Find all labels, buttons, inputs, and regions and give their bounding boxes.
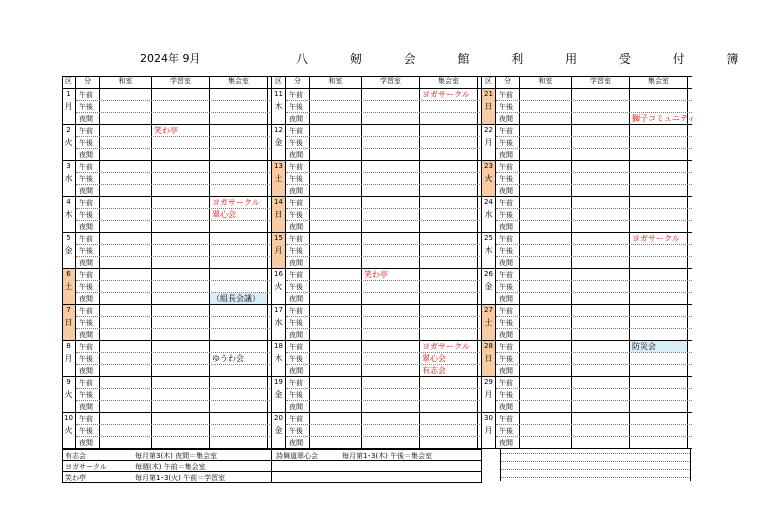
weekday-label: 金: [484, 282, 493, 291]
slot-label: 午後: [286, 281, 310, 293]
slot-label: 午後: [496, 389, 520, 401]
slot-label: 午前: [76, 89, 100, 101]
weekday-label: 月: [484, 390, 493, 399]
note-detail: 毎月第1･3(木) 午後＝集会室: [342, 452, 433, 460]
slot-label: 午前: [286, 305, 310, 317]
day-cell: [272, 161, 286, 197]
day-cell: [62, 413, 76, 449]
day-cell: [272, 125, 286, 161]
slot-label: 午前: [76, 125, 100, 137]
booking-entry[interactable]: ゆうわ会: [212, 354, 244, 363]
slot-label: 夜間: [76, 149, 100, 161]
slot-label: 午後: [76, 389, 100, 401]
day-number: 10: [64, 414, 73, 422]
day-cell: [272, 305, 286, 341]
weekday-label: 木: [484, 246, 493, 255]
booking-entry[interactable]: 翠心会: [212, 210, 236, 219]
day-cell: [62, 269, 76, 305]
weekday-label: 水: [274, 318, 283, 327]
weekday-label: 日: [484, 102, 493, 111]
extra-right-border: [690, 449, 691, 481]
header-room-shukaishitsu: 集会室: [420, 76, 478, 89]
note-name: 有志会: [65, 452, 86, 460]
slot-label: 夜間: [286, 221, 310, 233]
slot-label: 午前: [496, 125, 520, 137]
booking-entry[interactable]: ヨガサークル: [632, 234, 680, 243]
weekday-label: 月: [484, 138, 493, 147]
slot-label: 午前: [286, 197, 310, 209]
weekday-label: 木: [274, 102, 283, 111]
slot-label: 午前: [496, 233, 520, 245]
note-row: [65, 451, 217, 461]
header-bottom-border: [62, 88, 692, 89]
slot-label: 夜間: [496, 149, 520, 161]
notes-middle-border: [271, 449, 272, 482]
block-divider: [271, 76, 272, 449]
slot-label: 夜間: [76, 329, 100, 341]
slot-label: 午後: [286, 389, 310, 401]
extra-row-line: [500, 469, 690, 470]
slot-label: 午後: [286, 245, 310, 257]
slot-label: 午後: [286, 101, 310, 113]
day-number: 26: [484, 270, 493, 278]
slot-label: 午後: [496, 317, 520, 329]
note-row: [65, 462, 206, 472]
slot-label: 午前: [286, 233, 310, 245]
header-room-shukaishitsu: 集会室: [210, 76, 268, 89]
day-number: 2: [66, 126, 71, 134]
slot-label: 午前: [76, 305, 100, 317]
booking-entry[interactable]: 笑わ亭: [154, 126, 178, 135]
table-top-border: [62, 76, 692, 77]
slot-label: 午前: [76, 197, 100, 209]
day-cell: [272, 377, 286, 413]
day-cell: [272, 197, 286, 233]
day-cell: [62, 89, 76, 125]
slot-label: 午後: [76, 173, 100, 185]
note-detail: 毎月第1･3(火) 午前＝学習室: [135, 474, 226, 482]
slot-label: 夜間: [76, 185, 100, 197]
note-name: 詩舞道翠心会: [276, 452, 318, 460]
slot-label: 夜間: [76, 365, 100, 377]
row-separator: [496, 448, 692, 449]
slot-label: 夜間: [286, 293, 310, 305]
slot-label: 夜間: [496, 185, 520, 197]
slot-label: 午前: [286, 269, 310, 281]
slot-label: 午前: [76, 233, 100, 245]
day-cell: [482, 305, 496, 341]
page-title: 八 剱 会 館 利 用 受 付 簿: [296, 52, 758, 66]
slot-label: 夜間: [496, 329, 520, 341]
slot-label: 夜間: [496, 221, 520, 233]
header-division: 区: [272, 76, 286, 89]
day-number: 16: [274, 270, 283, 278]
slot-label: 夜間: [496, 257, 520, 269]
slot-label: 夜間: [496, 293, 520, 305]
slot-label: 午前: [76, 341, 100, 353]
weekday-label: 火: [484, 174, 493, 183]
slot-label: 夜間: [496, 365, 520, 377]
day-cell: [272, 89, 286, 125]
weekday-label: 日: [64, 318, 73, 327]
slot-label: 午前: [496, 377, 520, 389]
day-number: 13: [274, 162, 283, 170]
booking-entry[interactable]: 有志会: [422, 366, 446, 375]
slot-label: 夜間: [286, 401, 310, 413]
slot-label: 夜間: [76, 221, 100, 233]
slot-label: 夜間: [286, 185, 310, 197]
slot-label: 夜間: [76, 293, 100, 305]
header-part: 分: [76, 76, 100, 89]
header-part: 分: [496, 76, 520, 89]
slot-label: 午前: [76, 377, 100, 389]
weekday-label: 月: [274, 246, 283, 255]
slot-label: 午前: [286, 341, 310, 353]
header-room-gakushushitsu: 学習室: [152, 76, 210, 89]
slot-label: 午後: [496, 245, 520, 257]
notes-right-border: [481, 449, 482, 482]
header-division: 区: [482, 76, 496, 89]
day-cell: [62, 377, 76, 413]
slot-label: 夜間: [76, 401, 100, 413]
slot-label: 夜間: [76, 437, 100, 449]
note-name: ヨガサークル: [65, 463, 107, 471]
note-name: 笑わ亭: [65, 474, 86, 482]
slot-label: 午前: [496, 197, 520, 209]
booking-entry[interactable]: ヨガサークル: [422, 90, 470, 99]
day-number: 6: [66, 270, 71, 278]
slot-label: 午後: [76, 137, 100, 149]
day-number: 4: [66, 198, 71, 206]
weekday-label: 日: [274, 210, 283, 219]
day-number: 24: [484, 198, 493, 206]
day-number: 22: [484, 126, 493, 134]
header-division: 区: [62, 76, 76, 89]
note-detail: 毎月第3(木) 夜間＝集会室: [135, 452, 218, 460]
slot-label: 午後: [286, 317, 310, 329]
page-header: [0, 50, 758, 66]
weekday-label: 月: [484, 426, 493, 435]
slot-label: 午前: [496, 341, 520, 353]
slot-label: 午前: [286, 125, 310, 137]
year-month: 2024年 9月: [140, 52, 201, 65]
day-cell: [62, 125, 76, 161]
weekday-label: 火: [64, 138, 73, 147]
booking-entry[interactable]: 防災会: [630, 341, 687, 352]
day-cell: [482, 89, 496, 125]
extra-row-line: [500, 453, 690, 454]
slot-label: 午後: [286, 137, 310, 149]
header-room-washitsu: 和室: [100, 76, 152, 89]
day-number: 20: [274, 414, 283, 422]
slot-label: 夜間: [496, 401, 520, 413]
weekday-label: 水: [64, 174, 73, 183]
weekday-label: 水: [484, 210, 493, 219]
slot-label: 夜間: [286, 437, 310, 449]
notes-left-border: [62, 449, 63, 482]
day-number: 1: [66, 90, 71, 98]
slot-label: 午後: [496, 425, 520, 437]
notes-row-line: [62, 449, 482, 450]
slot-label: 午後: [76, 317, 100, 329]
extra-left-border: [500, 449, 501, 481]
day-number: 19: [274, 378, 283, 386]
slot-label: 午前: [76, 161, 100, 173]
day-number: 7: [66, 306, 71, 314]
extra-row-line: [500, 461, 690, 462]
header-room-washitsu: 和室: [520, 76, 572, 89]
day-cell: [62, 161, 76, 197]
slot-label: 午後: [286, 173, 310, 185]
day-number: 9: [66, 378, 71, 386]
day-cell: [482, 377, 496, 413]
slot-label: 夜間: [496, 113, 520, 125]
day-number: 3: [66, 162, 71, 170]
slot-label: 午前: [496, 413, 520, 425]
day-cell: [272, 341, 286, 377]
slot-label: 夜間: [496, 437, 520, 449]
slot-label: 午前: [286, 413, 310, 425]
day-cell: [272, 269, 286, 305]
day-number: 5: [66, 234, 71, 242]
day-cell: [272, 413, 286, 449]
slot-label: 午前: [496, 89, 520, 101]
slot-label: 午後: [76, 101, 100, 113]
booking-entry[interactable]: 笑わ亭: [364, 270, 388, 279]
slot-label: 午後: [76, 353, 100, 365]
table-left-border: [62, 76, 63, 449]
day-cell: [272, 233, 286, 269]
slot-label: 午前: [76, 269, 100, 281]
booking-entry[interactable]: 獅子コミュニティ: [632, 114, 696, 123]
weekday-label: 火: [64, 426, 73, 435]
day-number: 8: [66, 342, 71, 350]
weekday-label: 土: [274, 174, 283, 183]
slot-label: 午後: [76, 425, 100, 437]
day-number: 29: [484, 378, 493, 386]
slot-label: 夜間: [286, 113, 310, 125]
header-room-shukaishitsu: 集会室: [630, 76, 688, 89]
reservation-table: [62, 76, 696, 482]
day-cell: [482, 161, 496, 197]
slot-label: 午後: [496, 137, 520, 149]
slot-label: 午前: [286, 89, 310, 101]
day-number: 30: [484, 414, 493, 422]
day-cell: [482, 269, 496, 305]
slot-label: 午後: [496, 281, 520, 293]
slot-label: 夜間: [76, 113, 100, 125]
slot-label: 午後: [496, 173, 520, 185]
slot-label: 午前: [496, 161, 520, 173]
slot-label: 午後: [286, 353, 310, 365]
booking-entry[interactable]: （組長会議）: [210, 293, 267, 304]
weekday-label: 金: [274, 138, 283, 147]
header-room-gakushushitsu: 学習室: [572, 76, 630, 89]
slot-label: 夜間: [76, 257, 100, 269]
booking-entry[interactable]: ヨガサークル: [212, 198, 260, 207]
weekday-label: 日: [484, 354, 493, 363]
day-cell: [482, 233, 496, 269]
slot-label: 午前: [286, 377, 310, 389]
weekday-label: 金: [274, 426, 283, 435]
header-part: 分: [286, 76, 310, 89]
day-number: 17: [274, 306, 283, 314]
slot-label: 午後: [286, 425, 310, 437]
day-cell: [62, 233, 76, 269]
day-cell: [482, 125, 496, 161]
slot-label: 午前: [76, 413, 100, 425]
booking-entry[interactable]: 翠心会: [422, 354, 446, 363]
weekday-label: 火: [64, 390, 73, 399]
slot-label: 午後: [286, 209, 310, 221]
note-row: [276, 451, 432, 461]
day-cell: [62, 197, 76, 233]
slot-label: 午後: [76, 245, 100, 257]
slot-label: 午前: [496, 269, 520, 281]
day-number: 11: [274, 90, 283, 98]
day-number: 28: [484, 342, 493, 350]
weekday-label: 月: [64, 102, 73, 111]
day-cell: [482, 197, 496, 233]
day-number: 21: [484, 90, 493, 98]
day-number: 18: [274, 342, 283, 350]
slot-label: 夜間: [286, 365, 310, 377]
day-cell: [62, 305, 76, 341]
day-cell: [482, 413, 496, 449]
extra-row-line: [500, 477, 690, 478]
slot-label: 午前: [286, 161, 310, 173]
header-room-washitsu: 和室: [310, 76, 362, 89]
slot-label: 午前: [496, 305, 520, 317]
day-number: 14: [274, 198, 283, 206]
weekday-label: 土: [484, 318, 493, 327]
slot-label: 午後: [496, 209, 520, 221]
weekday-label: 土: [64, 282, 73, 291]
note-row: [65, 473, 225, 483]
weekday-label: 金: [274, 390, 283, 399]
weekday-label: 火: [274, 282, 283, 291]
block-divider: [481, 76, 482, 449]
slot-label: 午後: [76, 209, 100, 221]
slot-label: 夜間: [286, 149, 310, 161]
booking-entry[interactable]: ヨガサークル: [422, 342, 470, 351]
slot-label: 午後: [496, 101, 520, 113]
weekday-label: 木: [274, 354, 283, 363]
slot-label: 夜間: [286, 257, 310, 269]
day-cell: [62, 341, 76, 377]
slot-label: 午後: [496, 353, 520, 365]
weekday-label: 木: [64, 210, 73, 219]
day-number: 12: [274, 126, 283, 134]
weekday-label: 月: [64, 354, 73, 363]
day-cell: [482, 341, 496, 377]
day-number: 23: [484, 162, 493, 170]
slot-label: 午後: [76, 281, 100, 293]
slot-label: 夜間: [286, 329, 310, 341]
day-number: 25: [484, 234, 493, 242]
day-number: 15: [274, 234, 283, 242]
day-number: 27: [484, 306, 493, 314]
header-room-gakushushitsu: 学習室: [362, 76, 420, 89]
note-detail: 毎週(木) 午前＝集会室: [135, 463, 206, 471]
weekday-label: 金: [64, 246, 73, 255]
